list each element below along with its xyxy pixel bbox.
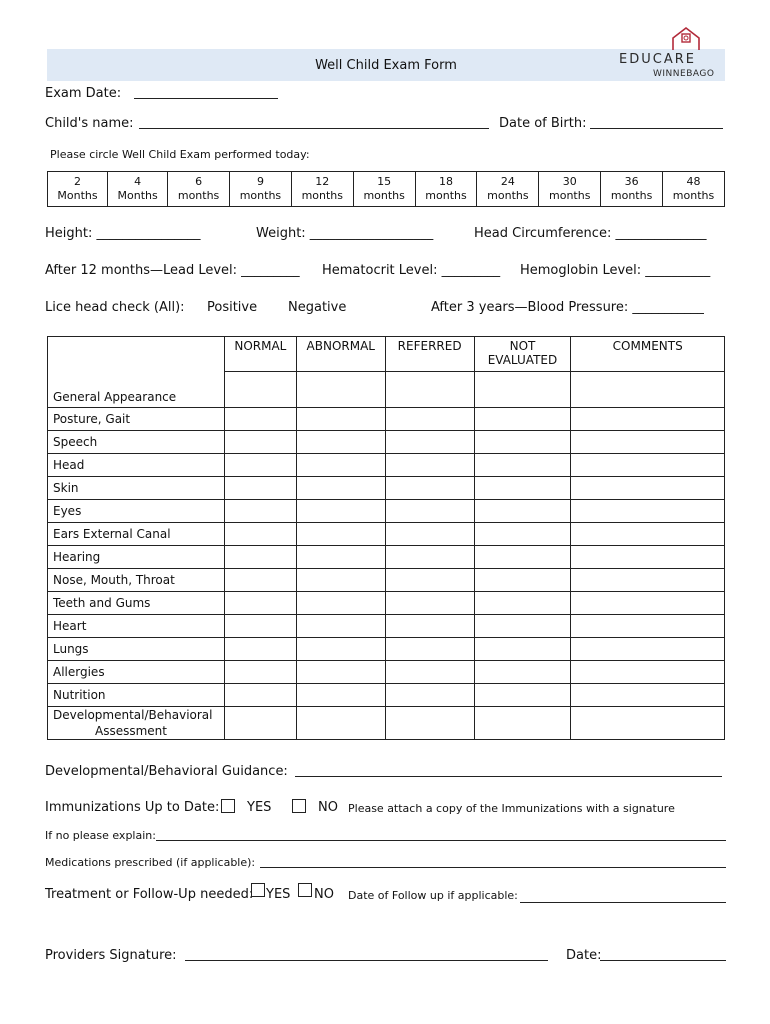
exam-cell[interactable] <box>296 683 385 706</box>
exam-cell[interactable] <box>224 453 296 476</box>
table-row <box>48 407 725 430</box>
exam-cell[interactable] <box>571 637 725 660</box>
exam-cell[interactable] <box>571 545 725 568</box>
immunizations-yes-label: YES <box>247 800 272 815</box>
exam-cell[interactable] <box>385 683 474 706</box>
exam-cell[interactable] <box>224 683 296 706</box>
exam-cell[interactable] <box>385 372 474 408</box>
exam-item-label: Nose, Mouth, Throat <box>48 568 225 591</box>
dob-field[interactable] <box>590 128 723 129</box>
exam-item-label: Skin <box>48 476 225 499</box>
col-abnormal: ABNORMAL <box>296 337 385 372</box>
exam-cell[interactable] <box>571 372 725 408</box>
lead-level-field[interactable]: After 12 months—Lead Level: _________ <box>45 263 300 278</box>
exam-cell[interactable] <box>385 545 474 568</box>
months-table <box>47 171 725 207</box>
table-row <box>48 660 725 683</box>
col-referred: REFERRED <box>385 337 474 372</box>
exam-cell[interactable] <box>224 637 296 660</box>
treatment-no-label: NO <box>314 887 334 902</box>
table-row <box>48 453 725 476</box>
followup-date-field[interactable] <box>520 902 726 903</box>
col-comments: COMMENTS <box>571 337 725 372</box>
exam-cell[interactable] <box>474 637 571 660</box>
month-cell[interactable]: 12 months <box>291 172 353 207</box>
explain-field[interactable] <box>156 840 726 841</box>
exam-item-label: Nutrition <box>48 683 225 706</box>
guidance-field[interactable] <box>295 776 722 777</box>
exam-cell[interactable] <box>224 591 296 614</box>
exam-cell[interactable] <box>385 407 474 430</box>
exam-cell[interactable] <box>385 591 474 614</box>
logo-text: EDUCARE <box>619 52 696 67</box>
table-row <box>48 522 725 545</box>
explain-label: If no please explain: <box>45 829 156 842</box>
exam-cell[interactable] <box>385 499 474 522</box>
month-cell[interactable]: 18 months <box>415 172 477 207</box>
exam-cell[interactable] <box>296 407 385 430</box>
exam-cell[interactable] <box>474 453 571 476</box>
medications-field[interactable] <box>260 867 726 868</box>
instruction-text: Please circle Well Child Exam performed today: <box>50 148 310 161</box>
treatment-yes-label: YES <box>266 887 291 902</box>
exam-cell[interactable] <box>296 476 385 499</box>
lice-positive-option[interactable]: Positive <box>207 300 258 315</box>
exam-item-label: Eyes <box>48 499 225 522</box>
exam-cell[interactable] <box>224 372 296 408</box>
exam-cell[interactable] <box>385 568 474 591</box>
exam-cell[interactable] <box>385 476 474 499</box>
exam-cell[interactable] <box>571 499 725 522</box>
exam-cell[interactable] <box>571 476 725 499</box>
exam-cell[interactable] <box>385 522 474 545</box>
lice-check-label: Lice head check (All): <box>45 300 185 315</box>
head-circumference-field[interactable]: Head Circumference: ______________ <box>474 226 707 241</box>
exam-cell[interactable] <box>296 499 385 522</box>
hemoglobin-field[interactable]: Hemoglobin Level: __________ <box>520 263 711 278</box>
exam-item-label: Heart <box>48 614 225 637</box>
lice-negative-option[interactable]: Negative <box>288 300 347 315</box>
exam-cell[interactable] <box>296 430 385 453</box>
exam-cell[interactable] <box>571 568 725 591</box>
exam-cell[interactable] <box>385 614 474 637</box>
exam-cell[interactable] <box>571 453 725 476</box>
exam-item-label: Speech <box>48 430 225 453</box>
exam-cell[interactable] <box>296 372 385 408</box>
exam-item-label: Ears External Canal <box>48 522 225 545</box>
exam-cell[interactable] <box>296 591 385 614</box>
exam-cell[interactable] <box>296 568 385 591</box>
table-row <box>48 614 725 637</box>
exam-cell[interactable] <box>571 407 725 430</box>
table-row <box>48 637 725 660</box>
table-header-row <box>48 337 725 372</box>
table-row <box>48 568 725 591</box>
month-cell[interactable]: 36 months <box>601 172 663 207</box>
signature-date-field[interactable] <box>600 960 726 961</box>
month-cell[interactable]: 30 months <box>539 172 601 207</box>
exam-cell[interactable] <box>474 568 571 591</box>
exam-cell[interactable] <box>571 660 725 683</box>
exam-cell[interactable] <box>474 522 571 545</box>
schoolhouse-icon <box>667 26 707 52</box>
educare-logo <box>611 26 723 82</box>
exam-item-label: Teeth and Gums <box>48 591 225 614</box>
treatment-yes-checkbox[interactable] <box>251 883 265 897</box>
exam-cell[interactable] <box>571 522 725 545</box>
treatment-no-checkbox[interactable] <box>298 883 312 897</box>
exam-cell[interactable] <box>474 499 571 522</box>
table-row <box>48 372 725 408</box>
exam-cell[interactable] <box>224 430 296 453</box>
exam-cell[interactable] <box>296 660 385 683</box>
exam-cell[interactable] <box>385 660 474 683</box>
exam-item-label: Hearing <box>48 545 225 568</box>
exam-date-label: Exam Date: <box>45 86 122 101</box>
signature-date-label: Date: <box>566 948 602 963</box>
exam-cell[interactable] <box>474 706 571 739</box>
month-cell[interactable]: 4 Months <box>108 172 168 207</box>
exam-item-label: Posture, Gait <box>48 407 225 430</box>
month-cell[interactable]: 48 months <box>663 172 725 207</box>
exam-date-field[interactable] <box>134 98 278 99</box>
exam-cell[interactable] <box>474 614 571 637</box>
table-row <box>48 683 725 706</box>
table-row <box>48 706 725 739</box>
exam-cell[interactable] <box>474 591 571 614</box>
exam-cell[interactable] <box>296 522 385 545</box>
exam-cell[interactable] <box>474 407 571 430</box>
immunizations-no-label: NO <box>318 800 338 815</box>
exam-cell[interactable] <box>571 614 725 637</box>
signature-label: Providers Signature: <box>45 948 177 963</box>
exam-cell[interactable] <box>474 430 571 453</box>
blood-pressure-field[interactable]: After 3 years—Blood Pressure: ___________ <box>431 300 704 315</box>
table-row <box>48 499 725 522</box>
exam-cell[interactable] <box>296 706 385 739</box>
table-row <box>48 430 725 453</box>
exam-cell[interactable] <box>296 637 385 660</box>
exam-cell[interactable] <box>385 706 474 739</box>
table-row <box>48 545 725 568</box>
exam-cell[interactable] <box>296 453 385 476</box>
exam-cell[interactable] <box>296 545 385 568</box>
immunizations-yes-checkbox[interactable] <box>221 799 235 813</box>
exam-cell[interactable] <box>224 614 296 637</box>
exam-item-label: Developmental/Behavioral Assessment <box>48 706 225 739</box>
month-cell[interactable]: 24 months <box>477 172 539 207</box>
exam-cell[interactable] <box>474 476 571 499</box>
month-cell[interactable]: 2 Months <box>48 172 108 207</box>
signature-field[interactable] <box>185 960 548 961</box>
exam-cell[interactable] <box>474 660 571 683</box>
month-cell[interactable]: 9 months <box>230 172 292 207</box>
dob-label: Date of Birth: <box>499 116 587 131</box>
exam-cell[interactable] <box>224 660 296 683</box>
exam-cell[interactable] <box>385 430 474 453</box>
exam-cell[interactable] <box>224 407 296 430</box>
exam-cell[interactable] <box>224 499 296 522</box>
exam-cell[interactable] <box>474 683 571 706</box>
exam-cell[interactable] <box>571 706 725 739</box>
exam-cell[interactable] <box>571 591 725 614</box>
exam-cell[interactable] <box>224 476 296 499</box>
treatment-label: Treatment or Follow-Up needed: <box>45 887 254 902</box>
exam-cell[interactable] <box>224 545 296 568</box>
col-normal: NORMAL <box>224 337 296 372</box>
immunizations-no-checkbox[interactable] <box>292 799 306 813</box>
exam-cell[interactable] <box>571 683 725 706</box>
hematocrit-field[interactable]: Hematocrit Level: _________ <box>322 263 501 278</box>
exam-cell[interactable] <box>385 453 474 476</box>
exam-cell[interactable] <box>474 545 571 568</box>
table-row <box>48 591 725 614</box>
exam-cell[interactable] <box>571 430 725 453</box>
exam-item-label: Head <box>48 453 225 476</box>
exam-cell[interactable] <box>474 372 571 408</box>
exam-item-label: General Appearance <box>48 372 225 408</box>
medications-label: Medications prescribed (if applicable): <box>45 856 256 869</box>
childs-name-label: Child's name: <box>45 116 134 131</box>
exam-cell[interactable] <box>224 522 296 545</box>
exam-cell[interactable] <box>224 568 296 591</box>
childs-name-field[interactable] <box>139 128 489 129</box>
attach-note: Please attach a copy of the Immunizations with a signature <box>348 802 675 815</box>
col-not-evaluated: NOT EVALUATED <box>474 337 571 372</box>
exam-item-label: Lungs <box>48 637 225 660</box>
followup-date-label: Date of Follow up if applicable: <box>348 889 518 902</box>
exam-cell[interactable] <box>296 614 385 637</box>
form-title: Well Child Exam Form <box>315 58 457 73</box>
exam-table <box>47 336 725 740</box>
immunizations-label: Immunizations Up to Date: <box>45 800 220 815</box>
logo-subtext: WINNEBAGO <box>653 69 715 79</box>
table-row <box>48 476 725 499</box>
exam-cell[interactable] <box>224 706 296 739</box>
month-cell[interactable]: 6 months <box>168 172 230 207</box>
exam-cell[interactable] <box>385 637 474 660</box>
month-cell[interactable]: 15 months <box>353 172 415 207</box>
exam-item-label: Allergies <box>48 660 225 683</box>
weight-field[interactable]: Weight: ___________________ <box>256 226 434 241</box>
height-field[interactable]: Height: ________________ <box>45 226 201 241</box>
guidance-label: Developmental/Behavioral Guidance: <box>45 764 288 779</box>
